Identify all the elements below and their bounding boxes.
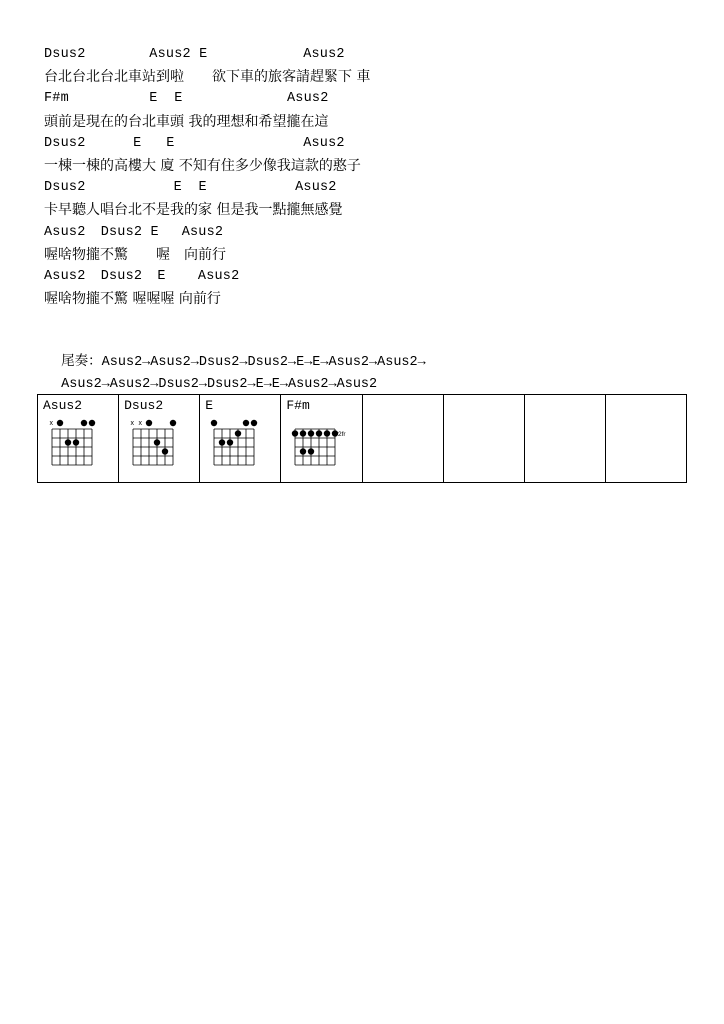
chord-name: Asus2 — [43, 398, 83, 413]
chord-label: Dsus2 — [44, 47, 86, 62]
muted-string-mark: x — [130, 420, 135, 427]
finger-dot — [219, 439, 225, 445]
outro-line-1 — [44, 328, 426, 370]
muted-string-mark: x — [138, 420, 143, 427]
open-string-dot — [243, 420, 249, 426]
lyric-line: 台北台北台北車站到啦 欲下車的旅客請趕緊下 車 — [44, 69, 371, 86]
chord-label: Asus2 — [181, 224, 224, 240]
chord-diagram-row — [38, 395, 687, 483]
chord-line — [44, 222, 644, 244]
open-string-dot — [81, 420, 87, 426]
muted-string-mark: x — [49, 420, 53, 427]
finger-dot — [235, 430, 241, 436]
chord-diagram — [208, 417, 272, 475]
chord-label: E E — [173, 180, 207, 196]
outro-sequence-2: Asus2→Asus2→Dsus2→Dsus2→E→E→Asus2→Asus2 — [61, 377, 378, 392]
open-string-dot — [89, 420, 95, 426]
chord-label: Asus2 — [44, 269, 86, 284]
finger-dot — [292, 430, 298, 436]
lyric-line: 喔啥物攏不驚 喔 向前行 — [44, 246, 226, 263]
finger-dot — [316, 430, 322, 436]
empty-chord-cell — [362, 395, 443, 483]
open-string-dot — [57, 420, 63, 426]
chord-diagram — [127, 417, 191, 475]
chord-label: F#m — [44, 91, 69, 107]
chord-cell — [200, 395, 281, 483]
chord-diagram — [46, 417, 110, 475]
chord-label: Dsus2 — [44, 180, 86, 196]
outro-line-2 — [44, 350, 378, 392]
finger-dot — [73, 439, 79, 445]
chord-label: Asus2 E — [149, 47, 208, 62]
lyric-line: 卡早聽人唱台北不是我的家 但是我一點攏無感覺 — [44, 202, 343, 219]
open-string-dot — [146, 420, 152, 426]
finger-dot — [308, 448, 314, 454]
finger-dot — [324, 430, 330, 436]
chord-label: Dsus2 E — [100, 224, 159, 240]
chord-line — [44, 133, 644, 155]
chord-line — [44, 88, 644, 110]
finger-dot — [154, 439, 160, 445]
finger-dot — [65, 439, 71, 445]
chord-line — [44, 44, 644, 66]
finger-dot — [162, 448, 168, 454]
chord-diagram-table — [37, 394, 687, 483]
chord-name: Dsus2 — [124, 398, 164, 413]
open-string-dot — [251, 420, 257, 426]
chord-label: E E — [149, 91, 183, 107]
open-string-dot — [211, 420, 217, 426]
finger-dot — [308, 430, 314, 436]
fret-position-label: 2fr — [338, 431, 346, 438]
chord-line — [44, 177, 644, 199]
finger-dot — [300, 448, 306, 454]
chord-diagram — [289, 417, 353, 475]
chord-cell — [281, 395, 362, 483]
lyric-line: 喔啥物攏不驚 喔喔喔 向前行 — [44, 291, 221, 308]
finger-dot — [227, 439, 233, 445]
chord-label: Dsus2 — [100, 269, 143, 284]
chord-label: E E — [133, 135, 175, 151]
open-string-dot — [170, 420, 176, 426]
empty-chord-cell — [524, 395, 605, 483]
chord-label: Asus2 — [303, 135, 345, 151]
chord-label: Asus2 — [287, 91, 329, 107]
outro-label: 尾奏： — [61, 353, 102, 369]
chord-label: Asus2 — [295, 180, 337, 196]
finger-dot — [300, 430, 306, 436]
chord-label: Asus2 — [303, 47, 345, 62]
chord-label: Asus2 — [44, 224, 86, 240]
chord-name: E — [205, 398, 214, 413]
chord-cell — [119, 395, 200, 483]
chord-label: Asus2 — [197, 269, 240, 284]
empty-chord-cell — [605, 395, 686, 483]
chord-label: E — [157, 269, 166, 284]
chord-line — [44, 266, 644, 288]
chord-name: F#m — [286, 398, 310, 413]
lyric-line: 一棟一棟的高樓大 廈 不知有住多少像我這款的憨子 — [44, 158, 361, 174]
chord-label: Dsus2 — [44, 135, 86, 151]
chord-cell — [38, 395, 119, 483]
outro-sequence-1: Asus2→Asus2→Dsus2→Dsus2→E→E→Asus2→Asus2→ — [101, 355, 426, 370]
empty-chord-cell — [443, 395, 524, 483]
lyric-line: 頭前是現在的台北車頭 我的理想和希望攏在這 — [44, 113, 329, 130]
